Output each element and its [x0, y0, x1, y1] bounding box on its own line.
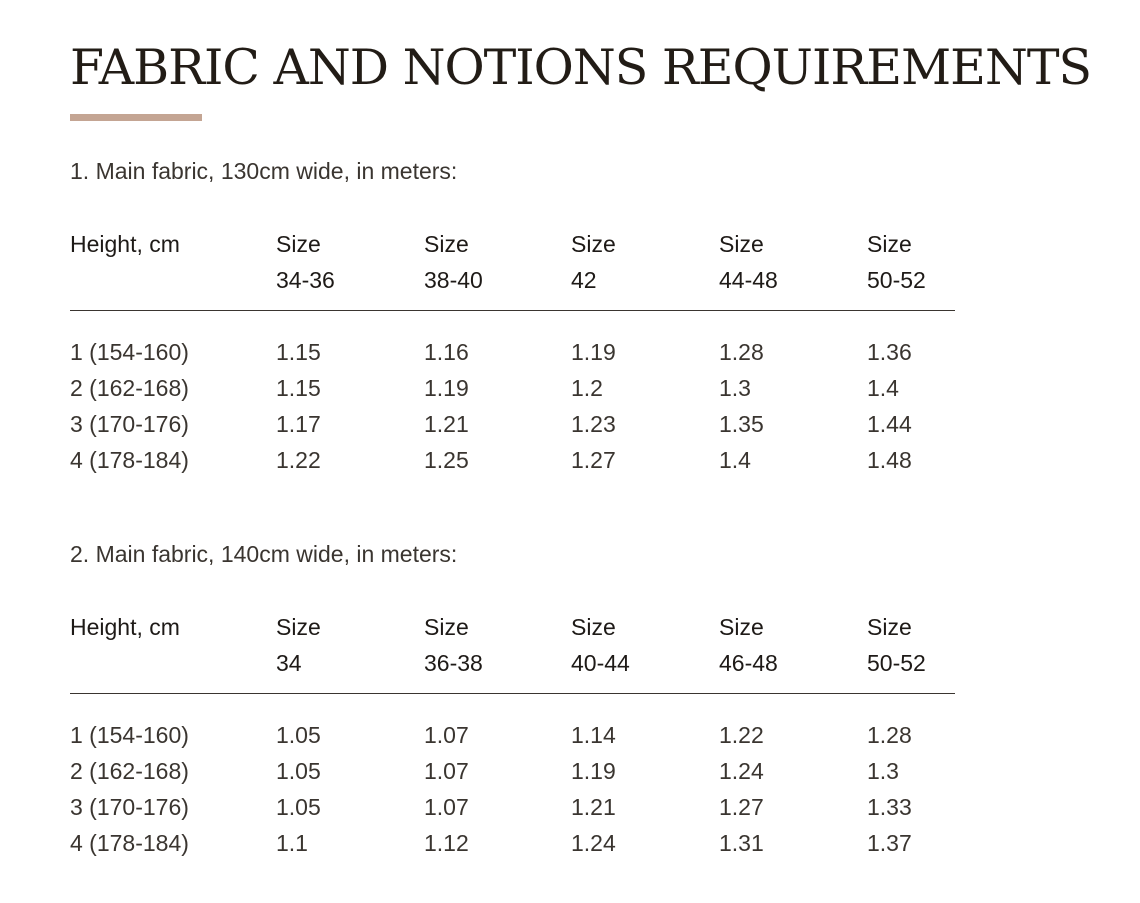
header-size-word: Size [867, 231, 912, 257]
fabric-table-140cm [70, 609, 955, 861]
value-cell: 1.24 [719, 758, 764, 784]
header-size-col-1 [276, 609, 321, 681]
value-cell: 1.14 [571, 722, 616, 748]
header-size-range: 46-48 [719, 650, 778, 676]
header-size-range: 40-44 [571, 650, 630, 676]
fabric-table-130cm [70, 226, 955, 478]
table-row [70, 442, 955, 478]
header-size-range: 36-38 [424, 650, 483, 676]
value-cell: 1.19 [571, 758, 616, 784]
table-row [70, 717, 955, 753]
height-cell: 1 (154-160) [70, 722, 189, 748]
value-cell: 1.44 [867, 411, 912, 437]
table-header-row [70, 609, 955, 694]
value-cell: 1.35 [719, 411, 764, 437]
header-size-range: 34 [276, 650, 302, 676]
page-title: FABRIC AND NOTIONS REQUIREMENTS [70, 39, 1092, 96]
header-size-range: 44-48 [719, 267, 778, 293]
value-cell: 1.4 [719, 447, 751, 473]
value-cell: 1.21 [571, 794, 616, 820]
value-cell: 1.22 [276, 447, 321, 473]
value-cell: 1.48 [867, 447, 912, 473]
height-cell: 4 (178-184) [70, 447, 189, 473]
header-size-word: Size [424, 231, 469, 257]
height-cell: 3 (170-176) [70, 794, 189, 820]
header-size-word: Size [571, 614, 616, 640]
header-size-col-3 [571, 226, 616, 298]
table-row [70, 789, 955, 825]
value-cell: 1.22 [719, 722, 764, 748]
table-body [70, 717, 955, 861]
value-cell: 1.37 [867, 830, 912, 856]
table-body [70, 334, 955, 478]
header-size-word: Size [424, 614, 469, 640]
header-size-col-2 [424, 609, 483, 681]
value-cell: 1.31 [719, 830, 764, 856]
table-row [70, 370, 955, 406]
header-size-word: Size [571, 231, 616, 257]
value-cell: 1.19 [571, 339, 616, 365]
table-header-row [70, 226, 955, 311]
table-row [70, 753, 955, 789]
fabric-section-140cm [70, 537, 970, 856]
header-size-range: 34-36 [276, 267, 335, 293]
header-size-col-4 [719, 609, 778, 681]
value-cell: 1.3 [867, 758, 899, 784]
value-cell: 1.05 [276, 758, 321, 784]
header-size-range: 42 [571, 267, 597, 293]
value-cell: 1.4 [867, 375, 899, 401]
value-cell: 1.2 [571, 375, 603, 401]
section-heading: 2. Main fabric, 140cm wide, in meters: [70, 541, 458, 567]
header-size-range: 50-52 [867, 650, 926, 676]
value-cell: 1.07 [424, 794, 469, 820]
height-cell: 1 (154-160) [70, 339, 189, 365]
value-cell: 1.23 [571, 411, 616, 437]
value-cell: 1.24 [571, 830, 616, 856]
header-size-word: Size [867, 614, 912, 640]
value-cell: 1.28 [719, 339, 764, 365]
value-cell: 1.17 [276, 411, 321, 437]
title-underline [70, 114, 202, 121]
table-row [70, 334, 955, 370]
value-cell: 1.16 [424, 339, 469, 365]
height-cell: 4 (178-184) [70, 830, 189, 856]
value-cell: 1.12 [424, 830, 469, 856]
height-cell: 2 (162-168) [70, 375, 189, 401]
value-cell: 1.1 [276, 830, 308, 856]
value-cell: 1.3 [719, 375, 751, 401]
value-cell: 1.19 [424, 375, 469, 401]
header-size-col-2 [424, 226, 483, 298]
value-cell: 1.21 [424, 411, 469, 437]
header-size-col-3 [571, 609, 630, 681]
fabric-section-130cm [70, 154, 970, 473]
header-size-range: 38-40 [424, 267, 483, 293]
value-cell: 1.07 [424, 722, 469, 748]
header-size-col-4 [719, 226, 778, 298]
value-cell: 1.28 [867, 722, 912, 748]
header-size-col-5 [867, 609, 926, 681]
value-cell: 1.05 [276, 722, 321, 748]
header-height-label: Height, cm [70, 231, 180, 257]
header-size-col-1 [276, 226, 335, 298]
value-cell: 1.27 [719, 794, 764, 820]
table-row [70, 406, 955, 442]
header-size-word: Size [719, 614, 764, 640]
value-cell: 1.15 [276, 375, 321, 401]
height-cell: 3 (170-176) [70, 411, 189, 437]
value-cell: 1.07 [424, 758, 469, 784]
value-cell: 1.25 [424, 447, 469, 473]
value-cell: 1.33 [867, 794, 912, 820]
header-height-label: Height, cm [70, 614, 180, 640]
header-size-word: Size [276, 231, 321, 257]
section-heading: 1. Main fabric, 130cm wide, in meters: [70, 158, 458, 184]
header-size-col-5 [867, 226, 926, 298]
value-cell: 1.15 [276, 339, 321, 365]
height-cell: 2 (162-168) [70, 758, 189, 784]
header-size-range: 50-52 [867, 267, 926, 293]
value-cell: 1.27 [571, 447, 616, 473]
header-size-word: Size [719, 231, 764, 257]
table-row [70, 825, 955, 861]
value-cell: 1.05 [276, 794, 321, 820]
value-cell: 1.36 [867, 339, 912, 365]
header-size-word: Size [276, 614, 321, 640]
